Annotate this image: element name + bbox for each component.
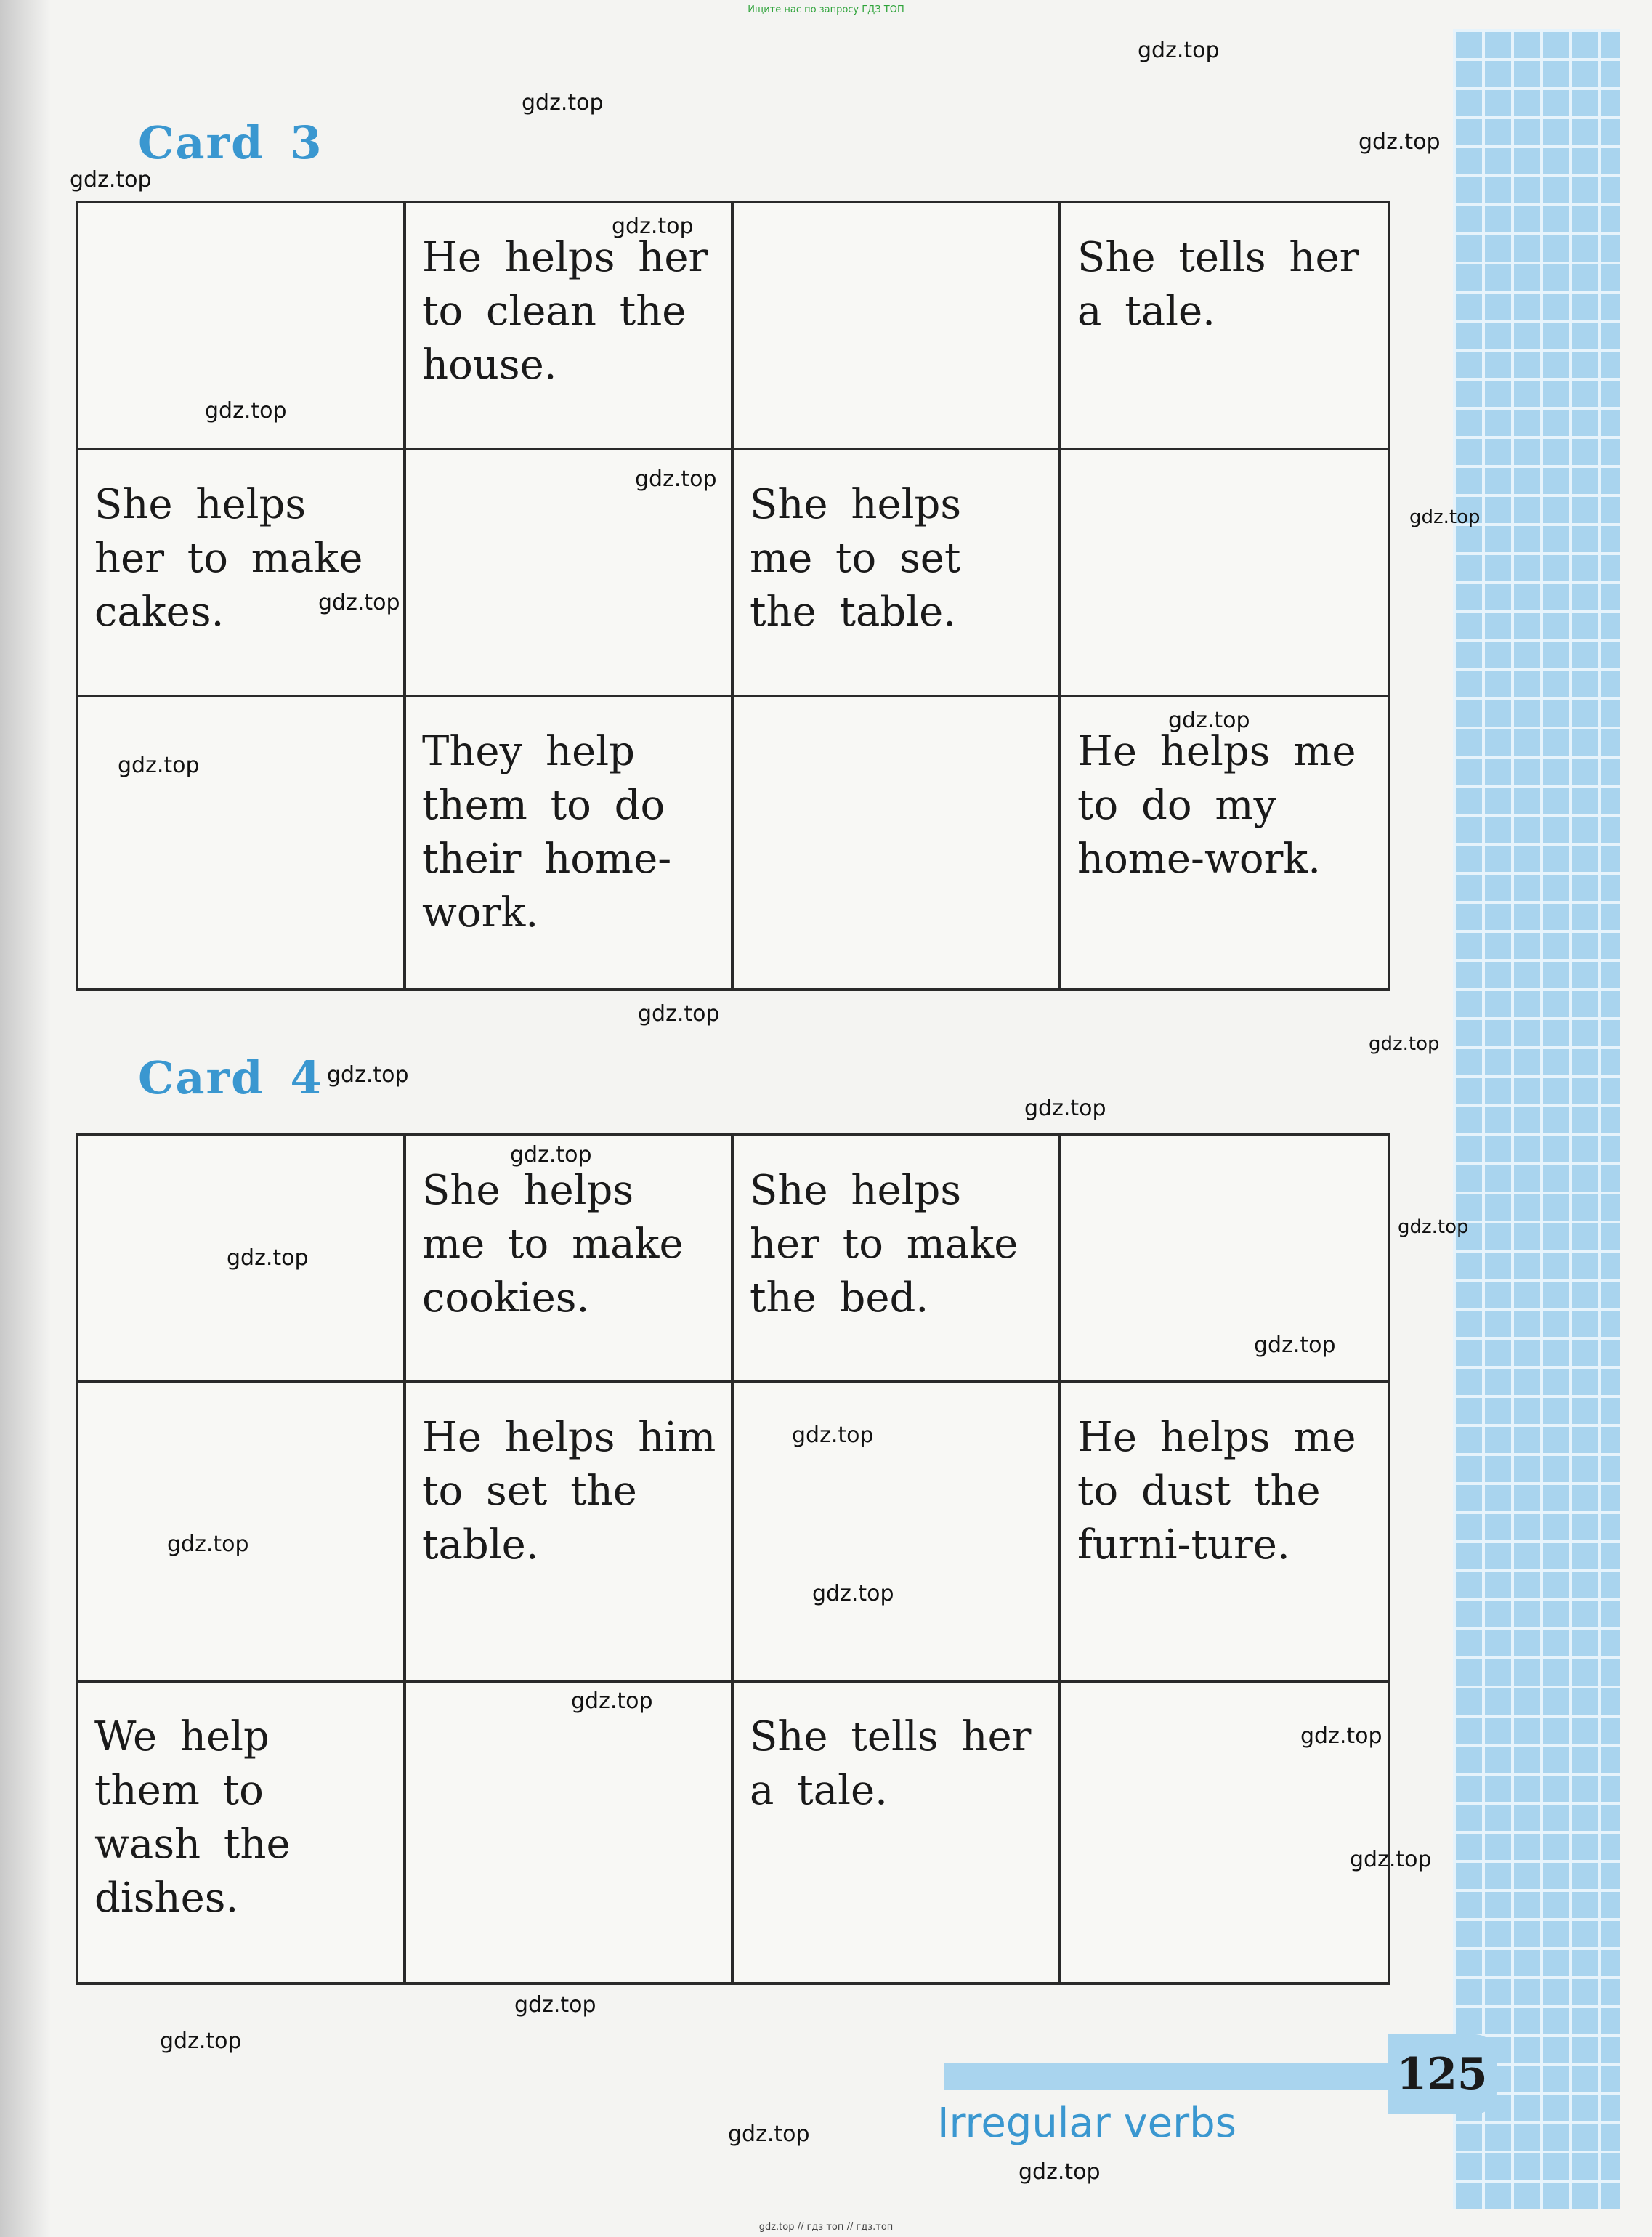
watermark: gdz.top [522, 90, 604, 116]
watermark: gdz.top [205, 398, 287, 424]
section-label: Irregular verbs [937, 2100, 1236, 2147]
card-3-cell: She helps me to set the table. [732, 449, 1060, 696]
card-3-cell: He helps me to do my home-work. [1060, 696, 1389, 990]
card-4-cell [1060, 1135, 1389, 1382]
watermark: gdz.top [1398, 1216, 1469, 1238]
watermark: gdz.top [571, 1688, 653, 1714]
card-4-number: 4 [290, 1051, 323, 1104]
watermark: gdz.top [327, 1062, 409, 1088]
card-4-title [138, 1051, 323, 1104]
card-3-cell [1060, 449, 1389, 696]
card-3-cell: She helps her to make cakes. [77, 449, 405, 696]
watermark: gdz.top [1024, 1096, 1106, 1121]
watermark: gdz.top [792, 1423, 874, 1448]
card-4-cell: She helps me to make cookies. [405, 1135, 732, 1382]
card-3-cell: She tells her a tale. [1060, 202, 1389, 449]
footer-note: gdz.top // гдз топ // гдз.топ [758, 2222, 894, 2233]
watermark: gdz.top [1019, 2159, 1101, 2185]
card-3-cell [77, 696, 405, 990]
watermark: gdz.top [1138, 38, 1220, 63]
watermark: gdz.top [812, 1581, 894, 1606]
card-4-label: Card [138, 1051, 264, 1104]
watermark: gdz.top [1359, 129, 1441, 155]
watermark: gdz.top [1369, 1033, 1440, 1055]
top-note: Ищите нас по запросу ГДЗ ТОП [748, 4, 904, 15]
card-3-number: 3 [290, 116, 323, 169]
watermark: gdz.top [118, 753, 200, 778]
watermark: gdz.top [160, 2028, 242, 2054]
watermark: gdz.top [1168, 708, 1250, 733]
decorative-side-strip [1453, 29, 1620, 2209]
watermark: gdz.top [638, 1001, 720, 1027]
page-gutter-shadow [0, 0, 51, 2237]
card-4-cell: He helps him to set the table. [405, 1382, 732, 1681]
watermark: gdz.top [728, 2121, 810, 2147]
watermark: gdz.top [318, 590, 400, 615]
card-4-cell: We help them to wash the dishes. [77, 1681, 405, 1983]
card-3-title [138, 116, 323, 169]
card-3-cell: They help them to do their home-work. [405, 696, 732, 990]
card-3-label: Card [138, 116, 264, 169]
watermark: gdz.top [612, 214, 694, 239]
card-3-cell [732, 202, 1060, 449]
watermark: gdz.top [1350, 1847, 1432, 1872]
card-3-grid [76, 201, 1390, 991]
watermark: gdz.top [1409, 506, 1481, 528]
watermark: gdz.top [227, 1245, 309, 1271]
page-number: 125 [1388, 2034, 1497, 2114]
watermark: gdz.top [1254, 1332, 1336, 1358]
watermark: gdz.top [514, 1992, 596, 2018]
card-4-cell: He helps me to dust the furni-ture. [1060, 1382, 1389, 1681]
card-4-cell [732, 1382, 1060, 1681]
watermark: gdz.top [635, 466, 717, 492]
watermark: gdz.top [1300, 1723, 1382, 1749]
watermark: gdz.top [510, 1142, 592, 1168]
watermark: gdz.top [70, 167, 152, 193]
card-4-cell: She tells her a tale. [732, 1681, 1060, 1983]
card-3-cell: He helps her to clean the house. [405, 202, 732, 449]
watermark: gdz.top [167, 1532, 249, 1557]
card-3-cell [732, 696, 1060, 990]
page-number-band [944, 2063, 1395, 2090]
card-4-cell [405, 1681, 732, 1983]
card-4-cell: She helps her to make the bed. [732, 1135, 1060, 1382]
